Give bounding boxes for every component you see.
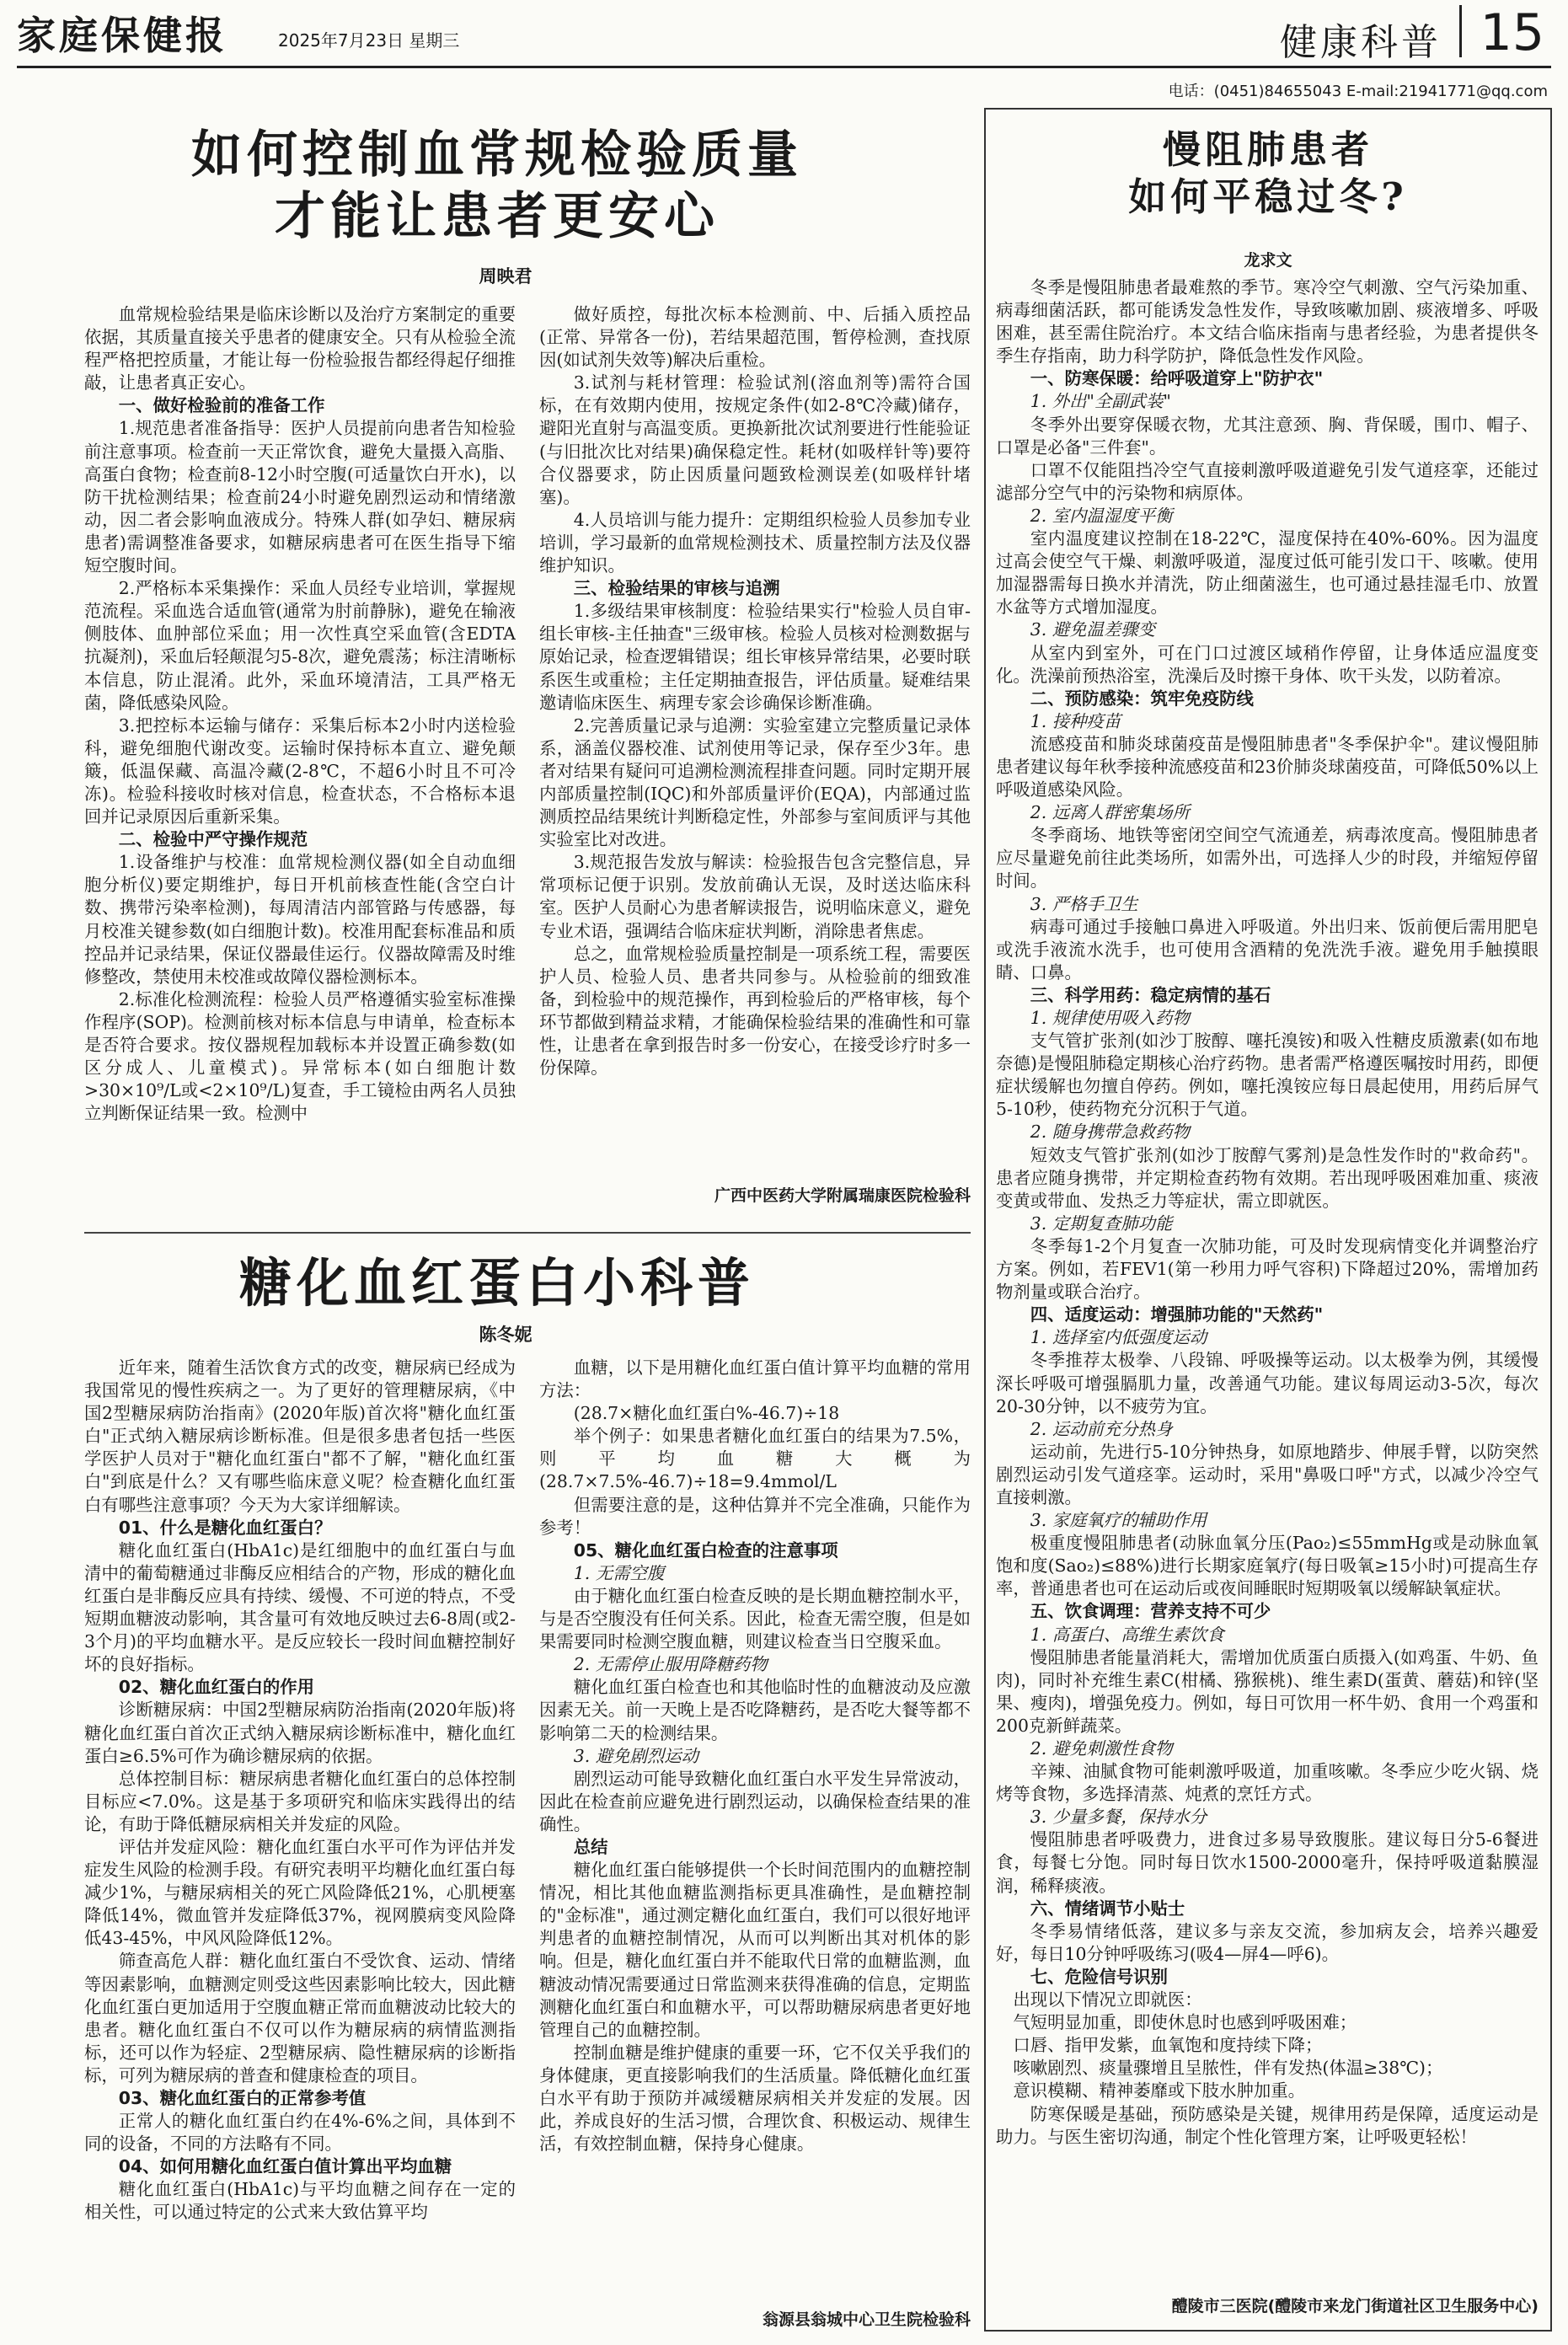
section-heading: 总结 <box>573 1836 608 1857</box>
section-heading: 03、糖化血红蛋白的正常参考值 <box>118 2088 367 2108</box>
body-paragraph: 1.设备维护与校准：血常规检测仪器(如全自动血细胞分析仪)要定期维护，每日开机前核查性能(含空白计数、携带污染率检测)，每周清洁内部管路与传感器，每月校准关键参数(如白细胞计数)。校准用配套标准品和质控品并记录结果，保证仪器最佳运行。仪器故障需及时维修整改，禁使用未校准或故障仪器检测标本。 <box>84 852 516 987</box>
body-paragraph: 1.多级结果审核制度：检验结果实行"检验人员自审-组长审核-主任抽查"三级审核。检验人员核对检测数据与原始记录，检查逻辑错误；组长审核异常结果，必要时联系医生或重检；主任定期抽查报告，评估质量。疑难结果邀请临床医生、病理专家会诊确保诊断准确。 <box>539 601 971 713</box>
article2-source: 翁源县翁城中心卫生院检验科 <box>762 2310 971 2329</box>
body-paragraph: 口罩不仅能阻挡冷空气直接刺激呼吸道避免引发气道痉挛，还能过滤部分空气中的污染物和病原体。 <box>996 459 1539 503</box>
body-paragraph: 支气管扩张剂(如沙丁胺醇、噻托溴铵)和吸入性糖皮质激素(如布地奈德)是慢阻肺稳定期核心治疗药物。患者需严格遵医嘱按时用药，即便症状缓解也勿擅自停药。例如，噻托溴铵应每日晨起使用，用药后屏气5-10秒，使药物充分沉积于气道。 <box>996 1031 1539 1120</box>
section-heading: 二、检验中严守操作规范 <box>118 829 308 850</box>
formula: (28.7×糖化血红蛋白%-46.7)÷18 <box>573 1403 840 1424</box>
article2-column-1 <box>84 1357 516 2334</box>
subsection-heading: 1. 选择室内低强度运动 <box>1030 1327 1207 1348</box>
subsection-heading: 1. 接种疫苗 <box>1030 710 1121 731</box>
body-paragraph: 评估并发症风险：糖化血红蛋白水平可作为评估并发症发生风险的检测手段。有研究表明平均糖化血红蛋白每减少1%，与糖尿病相关的死亡风险降低21%，心肌梗塞降低14%，微血管并发症降低37%，视网膜病变风险降低43-45%，中风风险降低12%。 <box>84 1836 516 1949</box>
article1-source: 广西中医药大学附属瑞康医院检验科 <box>714 1186 971 1205</box>
body-paragraph: 糖化血红蛋白检查也和其他临时性的血糖波动及应激因素无关。前一天晚上是否吃降糖药，是否吃大餐等都不影响第二天的检测结果。 <box>539 1677 971 1743</box>
article3-title-line2: 如何平稳过冬? <box>1128 174 1408 220</box>
article1-author: 周映君 <box>479 266 532 286</box>
section-heading: 三、科学用药：稳定病情的基石 <box>1030 984 1271 1005</box>
subsection-heading: 3. 家庭氧疗的辅助作用 <box>1030 1510 1207 1531</box>
body-paragraph: 血糖，以下是用糖化血红蛋白值计算平均血糖的常用方法： <box>539 1357 971 1401</box>
body-paragraph: 病毒可通过手接触口鼻进入呼吸道。外出归来、饭前便后需用肥皂或洗手液流水洗手，也可使用含酒精的免洗洗手液。避免用手触摸眼睛、口鼻。 <box>996 916 1539 982</box>
body-paragraph: 总之，血常规检验质量控制是一项系统工程，需要医护人员、检验人员、患者共同参与。从检验前的细致准备，到检验中的规范操作，再到检验后的严格审核，每个环节都做到精益求精，才能确保检验结果的准确性和可靠性，让患者在拿到报告时多一份安心，在接受诊疗时多一份保障。 <box>539 943 971 1079</box>
section-name: 健康科普 <box>1280 21 1442 64</box>
body-paragraph: 1.规范患者准备指导：医护人员提前向患者告知检验前注意事项。检查前一天正常饮食，避免大量摄入高脂、高蛋白食物；检查前8-12小时空腹(可适量饮白开水)，以防干扰检测结果；检查前24小时避免剧烈运动和情绪激动，因二者会影响血液成分。特殊人群(如孕妇、糖尿病患者)需调整准备要求，如糖尿病患者可在医生指导下缩短空腹时间。 <box>84 418 516 576</box>
subsection-heading: 3. 严格手卫生 <box>1030 893 1138 914</box>
body-paragraph: 4.人员培训与能力提升：定期组织检验人员参加专业培训，学习最新的血常规检测技术、质量控制方法及仪器维护知识。 <box>539 509 971 576</box>
subsection-heading: 1. 规律使用吸入药物 <box>1030 1008 1190 1028</box>
body-paragraph: 冬季易情绪低落，建议多与亲友交流，参加病友会，培养兴趣爱好，每日10分钟呼吸练习(吸4—屏4—呼6)。 <box>996 1920 1539 1964</box>
body-paragraph: 举个例子：如果患者糖化血红蛋白的结果为7.5%，则平均血糖大概为(28.7×7.5%-46.7)÷18=9.4mmol/L <box>539 1426 971 1492</box>
newspaper-name: 家庭保健报 <box>17 13 227 58</box>
body-paragraph: 慢阻肺患者能量消耗大，需增加优质蛋白质摄入(如鸡蛋、牛奶、鱼肉)，同时补充维生素C(柑橘、猕猴桃)、维生素D(蛋黄、蘑菇)和锌(坚果、瘦肉)，增强免疫力。例如，每日可饮用一杯牛奶、食用一个鸡蛋和200克新鲜蔬菜。 <box>996 1646 1539 1736</box>
body-paragraph: 血常规检验结果是临床诊断以及治疗方案制定的重要依据，其质量直接关乎患者的健康安全。只有从检验全流程严格把控质量，才能让每一份检验报告都经得起仔细推敲，让患者真正安心。 <box>84 304 516 394</box>
section-heading: 一、防寒保暖：给呼吸道穿上"防护衣" <box>1030 368 1324 389</box>
body-paragraph: 流感疫苗和肺炎球菌疫苗是慢阻肺患者"冬季保护伞"。建议慢阻肺患者建议每年秋季接种流感疫苗和23价肺炎球菌疫苗，可降低50%以上呼吸道感染风险。 <box>996 733 1539 800</box>
body-paragraph: 3.规范报告发放与解读：检验报告包含完整信息，异常项标记便于识别。发放前确认无误，及时送达临床科室。医护人员耐心为患者解读报告，说明临床意义，避免专业术语，强调结合临床症状判断，消除患者焦虑。 <box>539 852 971 941</box>
section-heading: 四、适度运动：增强肺功能的"天然药" <box>1030 1304 1324 1325</box>
body-paragraph: 慢阻肺患者呼吸费力，进食过多易导致腹胀。建议每日分5-6餐进食，每餐七分饱。同时每日饮水1500-2000毫升，保持呼吸道黏膜湿润，稀释痰液。 <box>996 1829 1539 1896</box>
section-heading: 二、预防感染：筑牢免疫防线 <box>1030 688 1254 709</box>
section-heading: 04、如何用糖化血红蛋白值计算出平均血糖 <box>118 2156 452 2177</box>
list-item: 口唇、指甲发紫，血氧饱和度持续下降； <box>1013 2035 1323 2056</box>
body-paragraph: 冬季每1-2个月复查一次肺功能，可及时发现病情变化并调整治疗方案。例如，若FEV1(第一秒用力呼气容积)下降超过20%，需增加药物剂量或联合治疗。 <box>996 1235 1539 1303</box>
article3-source: 醴陵市三医院(醴陵市来龙门街道社区卫生服务中心) <box>1171 2297 1539 2316</box>
article1-headline <box>126 125 868 248</box>
section-heading: 七、危险信号识别 <box>1030 1966 1168 1987</box>
article2-column-2 <box>539 1357 971 2300</box>
contact-line: 电话：(0451)84655043 E-mail:21941771@qq.com <box>1168 83 1548 100</box>
section-heading: 六、情绪调节小贴士 <box>1030 1898 1185 1919</box>
body-paragraph: 运动前，先进行5-10分钟热身，如原地踏步、伸展手臂，以防突然剧烈运动引发气道痉挛。运动时，采用"鼻吸口呼"方式，以减少冷空气直接刺激。 <box>996 1441 1539 1507</box>
section-heading: 05、糖化血红蛋白检查的注意事项 <box>573 1539 838 1561</box>
section-heading: 五、饮食调理：营养支持不可少 <box>1030 1601 1271 1622</box>
list-item: 出现以下情况立即就医： <box>1013 1989 1202 2010</box>
body-paragraph: 糖化血红蛋白(HbA1c)是红细胞中的血红蛋白与血清中的葡萄糖通过非酶反应相结合的产物，形成的糖化血红蛋白是非酶反应具有持续、缓慢、不可逆的特点，不受短期血糖波动影响，其含量可有效地反映过去6-8周(或2-3个月)的平均血糖水平。是反应较长一段时间血糖控制好坏的良好指标。 <box>84 1539 516 1675</box>
subsection-heading: 2. 运动前充分热身 <box>1030 1418 1173 1439</box>
section-heading: 三、检验结果的审核与追溯 <box>573 578 780 599</box>
subsection-heading: 1. 无需空腹 <box>573 1562 665 1583</box>
body-paragraph: 糖化血红蛋白能够提供一个长时间范围内的血糖控制情况，相比其他血糖监测指标更具准确性，是血糖控制的"金标准"，通过测定糖化血红蛋白，我们可以很好地评判患者的血糖控制情况，从而可以判断出其对机体的影响。但是，糖化血红蛋白并不能取代日常的血糖监测，血糖波动情况需要通过日常监测来获得准确的信息，定期监测糖化血红蛋白和血糖水平，可以帮助糖尿病患者更好地管理自己的血糖控制。 <box>539 1860 971 2040</box>
body-paragraph: 3.试剂与耗材管理：检验试剂(溶血剂等)需符合国标，在有效期内使用，按规定条件(如2-8℃冷藏)储存，避阳光直射与高温变质。更换新批次试剂要进行性能验证(与旧批次比对结果)确保稳定性。耗材(如吸样针等)要符合仪器要求，防止因质量问题致检测误差(如吸样针堵塞)。 <box>539 372 971 507</box>
body-paragraph: 剧烈运动可能导致糖化血红蛋白水平发生异常波动，因此在检查前应避免进行剧烈运动，以确保检查结果的准确性。 <box>539 1768 971 1834</box>
subsection-heading: 1. 高蛋白、高维生素饮食 <box>1030 1624 1224 1645</box>
body-paragraph: 从室内到室外，可在门口过渡区域稍作停留，让身体适应温度变化。洗澡前预热浴室，洗澡后及时擦干身体、吹干头发，以防着凉。 <box>996 642 1539 686</box>
subsection-heading: 3. 定期复查肺功能 <box>1030 1213 1173 1234</box>
body-paragraph: 控制血糖是维护健康的重要一环，它不仅关乎我们的身体健康，更直接影响我们的生活质量。降低糖化血红蛋白水平有助于预防并减缓糖尿病相关并发症的发展。因此，养成良好的生活习惯，合理饮食、积极运动、规律生活，有效控制血糖，保持身心健康。 <box>539 2042 971 2155</box>
article3-author: 龙求文 <box>1244 251 1292 270</box>
article1-title-line1: 如何控制血常规检验质量 <box>191 126 803 185</box>
list-item: 气短明显加重，即使休息时也感到呼吸困难； <box>1013 2012 1357 2033</box>
page-number: 15 <box>1480 3 1544 62</box>
body-paragraph: 筛查高危人群：糖化血红蛋白不受饮食、运动、情绪等因素影响，血糖测定则受这些因素影响比较大，因此糖化血红蛋白更加适用于空腹血糖正常而血糖波动比较大的患者。糖化血红蛋白不仅可以作为糖尿病的病情监测指标，还可以作为轻症、2型糖尿病、隐性糖尿病的诊断指标，可列为糖尿病的普查和健康检查的项目。 <box>84 1951 516 2085</box>
body-paragraph: 辛辣、油腻食物可能刺激呼吸道，加重咳嗽。冬季应少吃火锅、烧烤等食物，多选择清蒸、炖煮的烹饪方式。 <box>996 1761 1539 1805</box>
body-paragraph: 总体控制目标：糖尿病患者糖化血红蛋白的总体控制目标应<7.0%。这是基于多项研究和临床实践得出的结论，有助于降低糖尿病相关并发症的风险。 <box>84 1768 516 1834</box>
section-heading: 一、做好检验前的准备工作 <box>118 395 325 416</box>
body-paragraph: 2.严格标本采集操作：采血人员经专业培训，掌握规范流程。采血选合适血管(通常为肘前静脉)，避免在输液侧肢体、血肿部位采血；用一次性真空采血管(含EDTA抗凝剂)，采血后轻颠混匀5-8次，避免震荡；标注清晰标本信息，防止混淆。此外，采血环境清洁，工具严格无菌，降低感染风险。 <box>84 578 516 713</box>
subsection-heading: 2. 避免刺激性食物 <box>1030 1738 1173 1759</box>
subsection-heading: 2. 随身携带急救药物 <box>1030 1122 1190 1143</box>
body-paragraph: 冬季商场、地铁等密闭空间空气流通差，病毒浓度高。慢阻肺患者应尽量避免前往此类场所，如需外出，可选择人少的时段，并缩短停留时间。 <box>996 825 1539 891</box>
section-heading: 02、糖化血红蛋白的作用 <box>118 1677 315 1698</box>
body-paragraph: 2.完善质量记录与追溯：实验室建立完整质量记录体系，涵盖仪器校准、试剂使用等记录，保存至少3年。患者对结果有疑问可追溯检测流程排查问题。同时定期开展内部质量控制(IQC)和外部质量评价(EQA)，内部通过监测质控品结果统计判断稳定性，外部参与室间质评与其他实验室比对改进。 <box>539 715 971 850</box>
subsection-heading: 3. 避免温差骤变 <box>1030 619 1156 640</box>
body-paragraph: 诊断糖尿病：中国2型糖尿病防治指南(2020年版)将糖化血红蛋白首次正式纳入糖尿病诊断标准中，糖化血红蛋白≥6.5%可作为确诊糖尿病的依据。 <box>84 1700 516 1766</box>
article3-title-line1: 慢阻肺患者 <box>1162 127 1373 172</box>
article2-headline: 糖化血红蛋白小科普 <box>238 1252 755 1314</box>
issue-date: 2025年7月23日 星期三 <box>278 30 460 51</box>
body-paragraph: 但需要注意的是，这种估算并不完全准确，只能作为参考！ <box>539 1494 971 1538</box>
article3-headline <box>984 126 1552 222</box>
body-paragraph: 近年来，随着生活饮食方式的改变，糖尿病已经成为我国常见的慢性疾病之一。为了更好的管理糖尿病，《中国2型糖尿病防治指南》(2020年版)首次将"糖化血红蛋白"正式纳入糖尿病诊断标准。但是很多患者包括一些医学医护人员对于"糖化血红蛋白"都不了解，"糖化血红蛋白"到底是什么？又有哪些临床意义呢？检查糖化血红蛋白有哪些注意事项？今天为大家详细解读。 <box>84 1357 516 1515</box>
body-paragraph: 做好质控，每批次标本检测前、中、后插入质控品(正常、异常各一份)，若结果超范围，暂停检测，查找原因(如试剂失效等)解决后重检。 <box>539 304 971 371</box>
list-item: 咳嗽剧烈、痰量骤增且呈脓性，伴有发热(体温≥38℃)； <box>1013 2058 1443 2079</box>
body-paragraph: 糖化血红蛋白(HbA1c)与平均血糖之间存在一定的相关性，可以通过特定的公式来大致估算平均 <box>84 2179 516 2223</box>
subsection-heading: 3. 避免剧烈运动 <box>573 1745 699 1766</box>
article-divider <box>84 1232 971 1234</box>
article2-author: 陈冬妮 <box>479 1325 532 1345</box>
article3-body <box>996 276 1539 2273</box>
body-paragraph: 2.标准化检测流程：检验人员严格遵循实验室标准操作程序(SOP)。检测前核对标本信息与申请单，检查标本是否符合要求。按仪器规程加载标本并设置正确参数(如区分成人、儿童模式)。异常标本(如白细胞计数>30×10⁹/L或<2×10⁹/L)复查，手工镜检由两名人员独立判断保证结果一致。检测中 <box>84 988 516 1124</box>
subsection-heading: 1. 外出"全副武装" <box>1030 391 1171 412</box>
section-heading: 01、什么是糖化血红蛋白？ <box>118 1517 332 1538</box>
body-paragraph: 短效支气管扩张剂(如沙丁胺醇气雾剂)是急性发作时的"救命药"。患者应随身携带，并定期检查药物有效期。若出现呼吸困难加重、痰液变黄或带血、发热乏力等症状，需立即就医。 <box>996 1144 1539 1211</box>
list-item: 意识模糊、精神萎靡或下肢水肿加重。 <box>1013 2080 1306 2101</box>
body-paragraph: 正常人的糖化血红蛋白约在4%-6%之间，具体到不同的设备，不同的方法略有不同。 <box>84 2111 516 2155</box>
masthead <box>17 0 1551 72</box>
body-paragraph: 防寒保暖是基础，预防感染是关键，规律用药是保障，适度运动是助力。与医生密切沟通，制定个性化管理方案，让呼吸更轻松！ <box>996 2103 1539 2147</box>
body-paragraph: 由于糖化血红蛋白检查反映的是长期血糖控制水平，与是否空腹没有任何关系。因此，检查无需空腹，但是如果需要同时检测空腹血糖，则建议检查当日空腹采血。 <box>539 1585 971 1652</box>
body-paragraph: 3.把控标本运输与储存：采集后标本2小时内送检验科，避免细胞代谢改变。运输时保持标本直立、避免颠簸，低温保藏、高温冷藏(2-8℃，不超6小时且不可冷冻)。检验科接收时核对信息，检查状态，不合格标本退回并记录原因后重新采集。 <box>84 715 516 827</box>
body-paragraph: 冬季推荐太极拳、八段锦、呼吸操等运动。以太极拳为例，其缓慢深长呼吸可增强膈肌力量，改善通气功能。建议每周运动3-5次，每次20-30分钟，以不疲劳为宜。 <box>996 1350 1539 1416</box>
subsection-heading: 3. 少量多餐，保持水分 <box>1030 1807 1207 1828</box>
subsection-heading: 2. 无需停止服用降糖药物 <box>573 1654 768 1675</box>
article1-title-line2: 才能让患者更安心 <box>275 187 720 247</box>
article1-column-1 <box>84 303 516 1215</box>
body-paragraph: 冬季外出要穿保暖衣物，尤其注意颈、胸、背保暖，围巾、帽子、口罩是必备"三件套"。 <box>996 414 1539 458</box>
body-paragraph: 室内温度建议控制在18-22℃，湿度保持在40%-60%。因为温度过高会使空气干燥、刺激呼吸道，湿度过低可能引发口干、咳嗽。使用加湿器需每日换水并清洗，防止细菌滋生，也可通过悬挂湿毛巾、放置水盆等方式增加湿度。 <box>996 528 1539 618</box>
body-paragraph: 极重度慢阻肺患者(动脉血氧分压(Pao₂)≤55mmHg或是动脉血氧饱和度(Sao₂)≤88%)进行长期家庭氧疗(每日吸氧≥15小时)可提高生存率，普通患者也可在运动后或夜间睡眠时短期吸氧以缓解缺氧症状。 <box>996 1533 1539 1599</box>
body-paragraph: 冬季是慢阻肺患者最难熬的季节。寒冷空气刺激、空气污染加重、病毒细菌活跃，都可能诱发急性发作，导致咳嗽加剧、痰液增多、呼吸困难，甚至需住院治疗。本文结合临床指南与患者经验，为患者提供冬季生存指南，助力科学防护，降低急性发作风险。 <box>996 277 1539 367</box>
article1-column-2 <box>539 303 971 1180</box>
masthead-divider <box>1459 5 1462 57</box>
subsection-heading: 2. 远离人群密集场所 <box>1030 802 1190 823</box>
subsection-heading: 2. 室内温湿度平衡 <box>1030 505 1173 526</box>
masthead-rule <box>17 66 1551 68</box>
